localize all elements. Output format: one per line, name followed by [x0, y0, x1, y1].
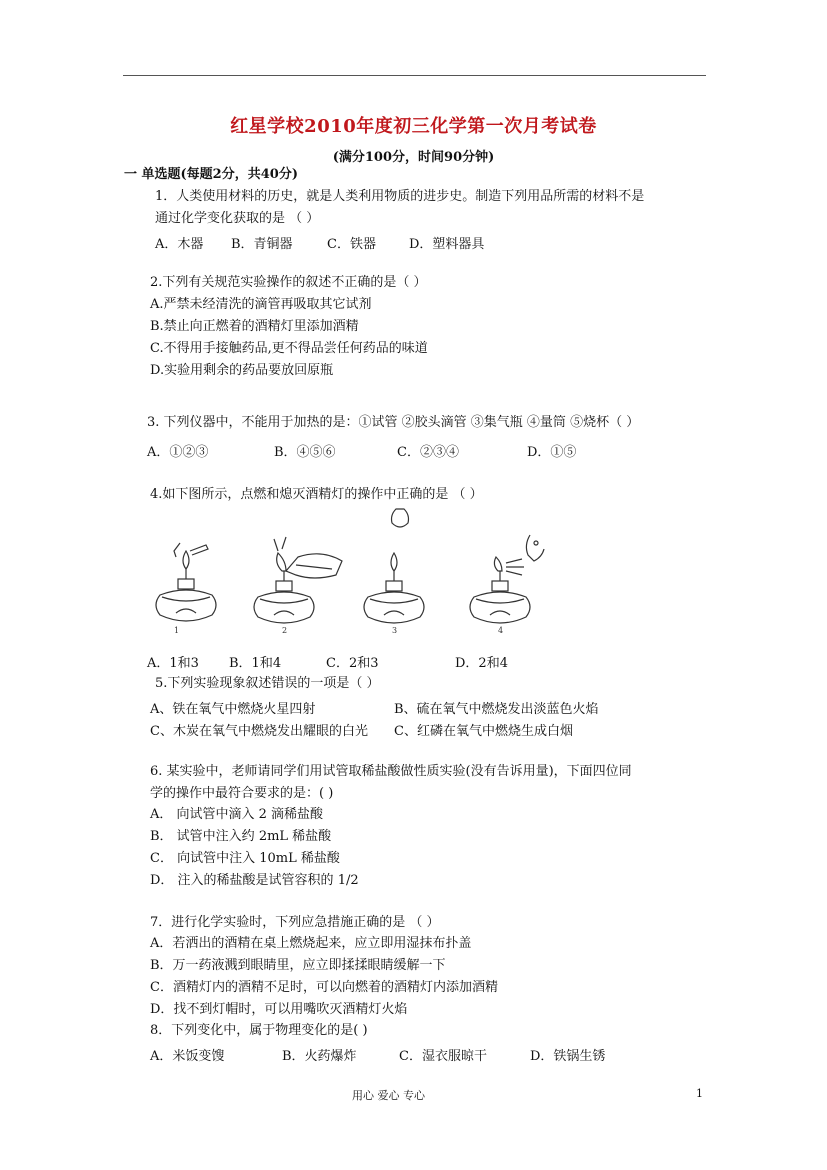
q6-option-a: A． 向试管中滴入 2 滴稀盐酸 — [150, 807, 324, 822]
q2-option-c: C.不得用手接触药品,更不得品尝任何药品的味道 — [150, 341, 428, 356]
q4-stem: 4.如下图所示，点燃和熄灭酒精灯的操作中正确的是 （ ） — [150, 487, 483, 502]
figure-label-3: 3 — [392, 626, 398, 635]
q1-option-b: B．青铜器 — [231, 237, 293, 252]
header-rule — [123, 75, 706, 76]
q1-option-a: A．木器 — [155, 237, 204, 252]
q8-option-d: D．铁锅生锈 — [530, 1049, 606, 1064]
figure-label-4: 4 — [498, 626, 504, 635]
q4-option-c: C．2和3 — [326, 656, 379, 671]
figure-label-2: 2 — [282, 626, 288, 635]
q5-option-b: B、硫在氧气中燃烧发出淡蓝色火焰 — [394, 702, 599, 717]
q3-option-b: B．④⑤⑥ — [274, 445, 336, 460]
q6-option-d: D． 注入的稀盐酸是试管容积的 1/2 — [150, 873, 359, 888]
q6-option-b: B． 试管中注入约 2mL 稀盐酸 — [150, 829, 332, 844]
q1-stem-line2: 通过化学变化获取的是 （ ） — [155, 211, 320, 226]
figure-label-1: 1 — [174, 626, 180, 635]
q8-option-c: C．湿衣服晾干 — [399, 1049, 487, 1064]
q4-option-a: A．1和3 — [147, 656, 199, 671]
lamp-2-illustration — [254, 537, 342, 623]
exam-title: 红星学校2010年度初三化学第一次月考试卷 — [230, 116, 597, 137]
q8-option-a: A．米饭变馊 — [150, 1049, 225, 1064]
lamp-3-illustration — [364, 509, 424, 623]
q5-option-a: A、铁在氧气中燃烧火星四射 — [150, 702, 316, 717]
q2-option-d: D.实验用剩余的药品要放回原瓶 — [150, 363, 334, 378]
q7-stem: 7．进行化学实验时，下列应急措施正确的是 （ ） — [150, 915, 440, 930]
q6-stem-line2: 学的操作中最符合要求的是：( ) — [150, 786, 334, 801]
q4-option-b: B．1和4 — [229, 656, 282, 671]
q2-option-b: B.禁止向正燃着的酒精灯里添加酒精 — [150, 319, 359, 334]
q5-stem: 5.下列实验现象叙述错误的一项是（ ） — [155, 676, 380, 691]
q8-option-b: B．火药爆炸 — [282, 1049, 357, 1064]
q3-option-c: C．②③④ — [397, 445, 459, 460]
q7-option-a: A．若洒出的酒精在桌上燃烧起来，应立即用湿抹布扑盖 — [150, 936, 472, 951]
q4-option-d: D．2和4 — [455, 656, 508, 671]
q3-option-a: A．①②③ — [147, 445, 209, 460]
exam-subtitle: (满分100分，时间90分钟) — [332, 150, 495, 165]
q5-option-d: C、红磷在氧气中燃烧生成白烟 — [394, 724, 573, 739]
q1-stem-line1: 1．人类使用材料的历史，就是人类利用物质的进步史。制造下列用品所需的材料不是 — [155, 189, 645, 204]
q7-option-c: C．酒精灯内的酒精不足时，可以向燃着的酒精灯内添加酒精 — [150, 980, 498, 995]
q3-option-d: D．①⑤ — [527, 445, 577, 460]
q2-option-a: A.严禁未经清洗的滴管再吸取其它试剂 — [150, 297, 372, 312]
lamp-1-illustration — [156, 543, 216, 621]
q2-stem: 2.下列有关规范实验操作的叙述不正确的是（ ） — [150, 275, 427, 290]
q7-option-b: B．万一药液溅到眼睛里，应立即揉揉眼睛缓解一下 — [150, 958, 446, 973]
q3-stem: 3. 下列仪器中，不能用于加热的是：①试管 ②胶头滴管 ③集气瓶 ④量筒 ⑤烧杯（ ） — [147, 415, 640, 430]
q1-option-c: C．铁器 — [327, 237, 376, 252]
q8-stem: 8．下列变化中，属于物理变化的是( ) — [150, 1023, 368, 1038]
q6-stem-line1: 6. 某实验中，老师请同学们用试管取稀盐酸做性质实验(没有告诉用量)，下面四位同 — [150, 764, 632, 779]
lamp-4-illustration — [470, 535, 544, 623]
q1-option-d: D．塑料器具 — [409, 237, 485, 252]
section-heading: 一 单选题(每题2分，共40分) — [124, 167, 298, 182]
alcohol-lamp-figure — [146, 505, 546, 637]
footer-motto: 用心 爱心 专心 — [352, 1089, 425, 1102]
q5-option-c: C、木炭在氧气中燃烧发出耀眼的白光 — [150, 724, 368, 739]
page-number: 1 — [696, 1087, 703, 1100]
q6-option-c: C． 向试管中注入 10mL 稀盐酸 — [150, 851, 340, 866]
q7-option-d: D．找不到灯帽时，可以用嘴吹灭酒精灯火焰 — [150, 1002, 408, 1017]
